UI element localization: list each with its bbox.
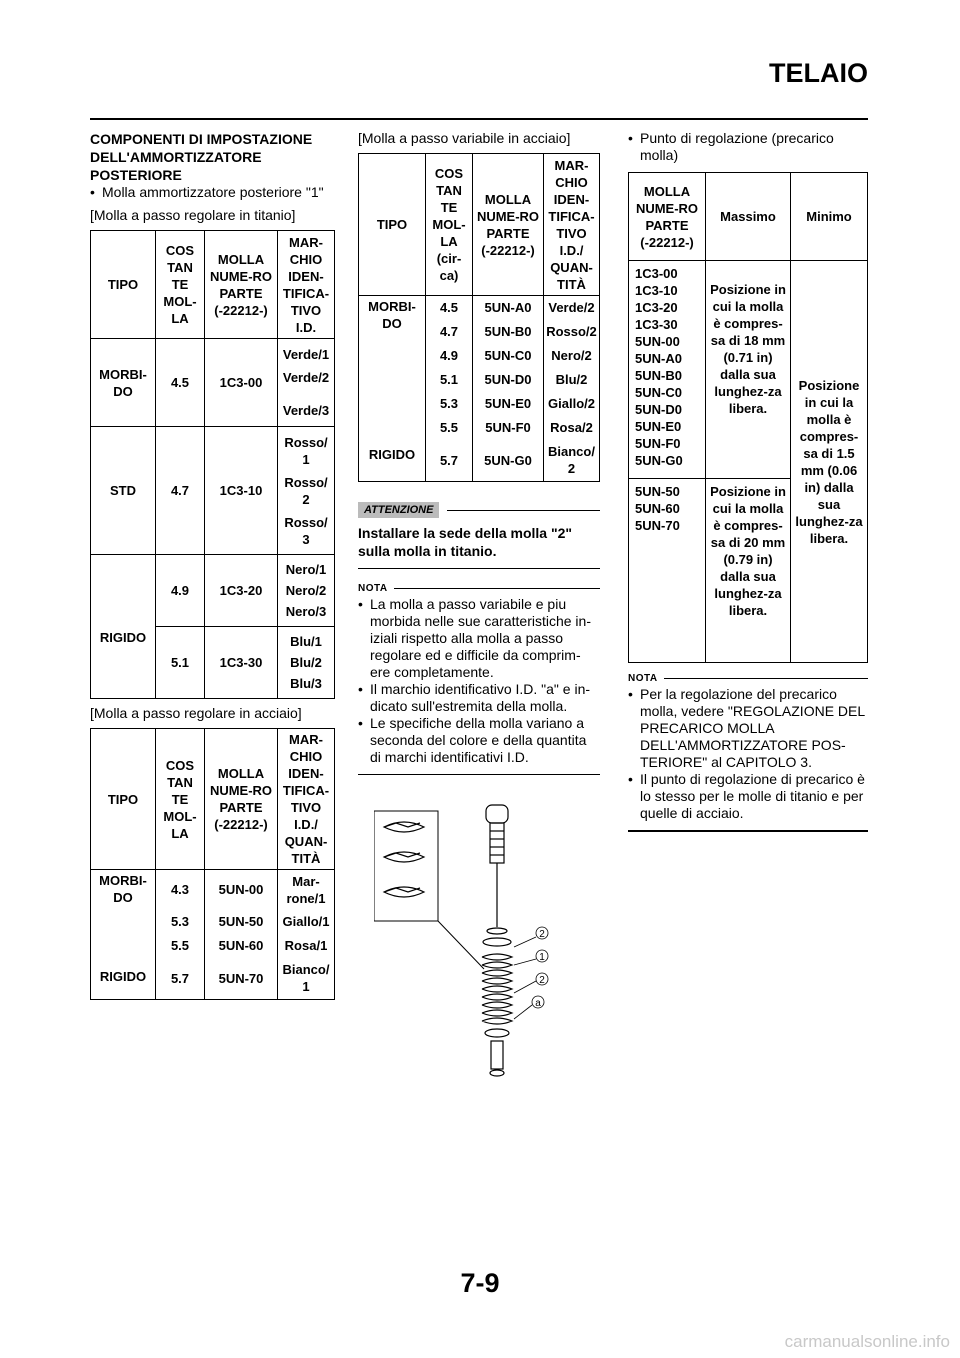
th-numero: MOLLA NUME-RO PARTE (-22212-) <box>629 173 706 261</box>
callout-2-bottom: 2 <box>539 975 545 986</box>
costante-cell: 4.5 <box>156 339 205 427</box>
column-1 <box>90 130 335 1000</box>
numero-cell: 5UN-F0 <box>473 416 544 440</box>
tipo-cell: MORBI-DO <box>91 339 156 427</box>
part-number: 5UN-60 <box>635 501 680 516</box>
steel-table-label: [Molla a passo regolare in acciaio] <box>90 705 302 721</box>
marchio-line: Blu/3 <box>290 676 322 691</box>
part-number: 5UN-50 <box>635 484 680 499</box>
marchio-line: Verde/3 <box>282 403 330 418</box>
numero-cell: 5UN-70 <box>205 958 278 1000</box>
watermark: carmanualsonline.info <box>784 1332 950 1351</box>
part-number: 1C3-20 <box>635 300 678 315</box>
part-number: 1C3-00 <box>635 266 678 281</box>
tipo-top: MORBI-DO <box>99 873 147 905</box>
marchio-line: Nero/1 <box>285 562 327 577</box>
part-number: 5UN-B0 <box>635 368 682 383</box>
marchio-cell: Nero/2 <box>544 344 600 368</box>
column-2 <box>358 130 600 1077</box>
marchio-line: Rosso/ 3 <box>284 514 328 547</box>
attention-header <box>358 502 600 518</box>
marchio-line: Rosso/ 1 <box>284 434 328 467</box>
max-group-2: Posizione in cui la molla è compres-sa di 20 mm (0.79 in) dalla sua lunghez-za libera. <box>706 479 791 663</box>
tipo-top: MORBI-DO <box>368 299 416 331</box>
marchio-cell: Rosa/2 <box>544 416 600 440</box>
variable-spring-table <box>358 153 600 482</box>
th-tipo: TIPO <box>91 231 156 339</box>
th-costante: COS TAN TE MOL-LA (cir-ca) <box>426 154 473 296</box>
marchio-cell: Giallo/2 <box>544 392 600 416</box>
numero-cell: 5UN-D0 <box>473 368 544 392</box>
numero-cell: 5UN-50 <box>205 910 278 934</box>
note-item: • Le specifiche della molla variano a seconda del colore e della quantita di marchi identificativi I.D. <box>358 715 600 766</box>
marchio-cell <box>278 555 335 627</box>
parts-group-1 <box>629 261 706 479</box>
header-rule <box>90 118 868 120</box>
marchio-line: Nero/2 <box>285 583 327 598</box>
costante-cell: 5.5 <box>156 934 205 958</box>
numero-cell: 5UN-A0 <box>473 296 544 320</box>
part-number: 5UN-F0 <box>635 436 681 451</box>
costante-cell: 5.3 <box>156 910 205 934</box>
variable-table-label: [Molla a passo variabile in acciaio] <box>358 130 571 146</box>
shock-spring-illustration <box>374 797 564 1077</box>
marchio-cell: Bianco/ 1 <box>278 958 335 1000</box>
marchio-line: Blu/2 <box>290 655 322 670</box>
costante-cell: 5.1 <box>426 368 473 392</box>
marchio-cell: Rosso/2 <box>544 320 600 344</box>
th-tipo: TIPO <box>91 729 156 870</box>
numero-cell: 5UN-B0 <box>473 320 544 344</box>
tipo-cell <box>359 296 426 482</box>
costante-cell: 4.5 <box>426 296 473 320</box>
th-marchio: MAR-CHIO IDEN-TIFICA-TIVO I.D./ QUAN-TITÀ <box>278 729 335 870</box>
note-label: NOTA <box>358 583 388 594</box>
marchio-line: Nero/3 <box>285 604 327 619</box>
tipo-cell: STD <box>91 427 156 555</box>
th-minimo: Minimo <box>791 173 868 261</box>
th-marchio: MAR-CHIO IDEN-TIFICA-TIVO I.D. <box>278 231 335 339</box>
part-number: 5UN-E0 <box>635 419 682 434</box>
inset-box <box>374 811 438 921</box>
titanium-table-label: [Molla a passo regolare in titanio] <box>90 207 296 223</box>
marchio-cell: Verde/2 <box>544 296 600 320</box>
part-number: 1C3-10 <box>635 283 678 298</box>
marchio-cell: Mar-rone/1 <box>278 870 335 910</box>
attention-badge: ATTENZIONE <box>358 502 439 518</box>
part-number: 5UN-G0 <box>635 453 683 468</box>
tipo-bottom: RIGIDO <box>368 447 416 462</box>
note-item: • La molla a passo variabile e piu morbida nelle sue caratteristiche in-iziali rispetto alla molla a passo regolare ed e difficile da comprim-ere completamente. <box>358 596 600 681</box>
callout-2-top: 2 <box>539 929 545 940</box>
preload-table <box>628 172 868 663</box>
th-marchio: MAR-CHIO IDEN-TIFICA-TIVO I.D./ QUAN-TITÀ <box>544 154 600 296</box>
min-all: Posizione in cui la molla è compres-sa di 1.5 mm (0.06 in) dalla sua lunghez-za libera. <box>791 261 868 663</box>
numero-cell: 5UN-E0 <box>473 392 544 416</box>
attention-rule <box>358 568 600 569</box>
titanium-spring-table <box>90 230 335 699</box>
max-group-1: Posizione in cui la molla è compres-sa di 18 mm (0.71 in) dalla sua lunghez-za libera. <box>706 261 791 479</box>
marchio-line: Blu/1 <box>290 634 322 649</box>
costante-cell: 4.9 <box>426 344 473 368</box>
th-numero: MOLLA NUME-RO PARTE (-22212-) <box>205 729 278 870</box>
th-massimo: Massimo <box>706 173 791 261</box>
part-number: 5UN-70 <box>635 518 680 533</box>
numero-cell: 1C3-30 <box>205 627 278 699</box>
th-tipo: TIPO <box>359 154 426 296</box>
costante-cell: 5.3 <box>426 392 473 416</box>
parts-group-2 <box>629 479 706 663</box>
column-3 <box>628 130 868 832</box>
page-number: 7-9 <box>460 1268 500 1298</box>
th-costante: COS TAN TE MOL-LA <box>156 729 205 870</box>
marchio-cell: Blu/2 <box>544 368 600 392</box>
part-number: 5UN-C0 <box>635 385 682 400</box>
section-heading: COMPONENTI DI IMPOSTAZIONE DELL'AMMORTIZZATORE POSTERIORE <box>90 131 313 183</box>
note-item: • Il marchio identificativo I.D. "a" e in-dicato sull'estremita della molla. <box>358 681 600 715</box>
costante-cell: 5.7 <box>426 440 473 482</box>
part-number: 5UN-00 <box>635 334 680 349</box>
part-number: 5UN-D0 <box>635 402 682 417</box>
numero-cell: 1C3-00 <box>205 339 278 427</box>
note-item: • Per la regolazione del precarico molla, vedere "REGOLAZIONE DEL PRECARICO MOLLA DELL'AMMORTIZZATORE POS-TERIORE" al CAPITOLO 3. <box>628 686 868 771</box>
numero-cell: 1C3-20 <box>205 555 278 627</box>
costante-cell: 5.1 <box>156 627 205 699</box>
chapter-title: TELAIO <box>769 58 868 88</box>
spring-end-icons <box>384 822 424 897</box>
note-rule <box>358 774 600 775</box>
marchio-cell: Giallo/1 <box>278 910 335 934</box>
costante-cell: 4.7 <box>426 320 473 344</box>
marchio-line: Rosso/ 2 <box>284 474 328 507</box>
marchio-cell: Rosa/1 <box>278 934 335 958</box>
numero-cell: 5UN-G0 <box>473 440 544 482</box>
marchio-cell: Bianco/ 2 <box>544 440 600 482</box>
tipo-cell: RIGIDO <box>91 555 156 699</box>
marchio-line: Verde/2 <box>282 370 330 385</box>
note-header <box>628 673 868 684</box>
note-header <box>358 583 600 594</box>
note-label: NOTA <box>628 673 658 684</box>
note-item: • Il punto di regolazione di precarico è lo stesso per le molle di titanio e per quelle di acciaio. <box>628 771 868 822</box>
callout-a: a <box>535 998 541 1009</box>
numero-cell: 5UN-00 <box>205 870 278 910</box>
attention-text: Installare la sede della molla "2" sulla molla in titanio. <box>358 525 573 559</box>
note-rule <box>628 830 868 832</box>
tipo-cell <box>91 870 156 1000</box>
shock-absorber <box>482 805 512 1076</box>
costante-cell: 4.7 <box>156 427 205 555</box>
part-number: 1C3-30 <box>635 317 678 332</box>
th-costante: COS TAN TE MOL-LA <box>156 231 205 339</box>
marchio-line: Verde/1 <box>282 347 330 362</box>
th-numero: MOLLA NUME-RO PARTE (-22212-) <box>205 231 278 339</box>
marchio-cell <box>278 339 335 427</box>
callout-1: 1 <box>539 952 545 963</box>
costante-cell: 4.3 <box>156 870 205 910</box>
costante-cell: 5.5 <box>426 416 473 440</box>
part-number: 5UN-A0 <box>635 351 682 366</box>
costante-cell: 4.9 <box>156 555 205 627</box>
numero-cell: 1C3-10 <box>205 427 278 555</box>
th-numero: MOLLA NUME-RO PARTE (-22212-) <box>473 154 544 296</box>
bullet-preload: • Punto di regolazione (precarico molla) <box>628 130 868 164</box>
tipo-bottom: RIGIDO <box>99 969 147 984</box>
numero-cell: 5UN-C0 <box>473 344 544 368</box>
marchio-cell <box>278 427 335 555</box>
bullet-rear-spring: • Molla ammortizzatore posteriore "1" <box>90 184 335 201</box>
steel-spring-table <box>90 728 335 1000</box>
leader-line <box>438 921 484 969</box>
marchio-cell <box>278 627 335 699</box>
numero-cell: 5UN-60 <box>205 934 278 958</box>
costante-cell: 5.7 <box>156 958 205 1000</box>
